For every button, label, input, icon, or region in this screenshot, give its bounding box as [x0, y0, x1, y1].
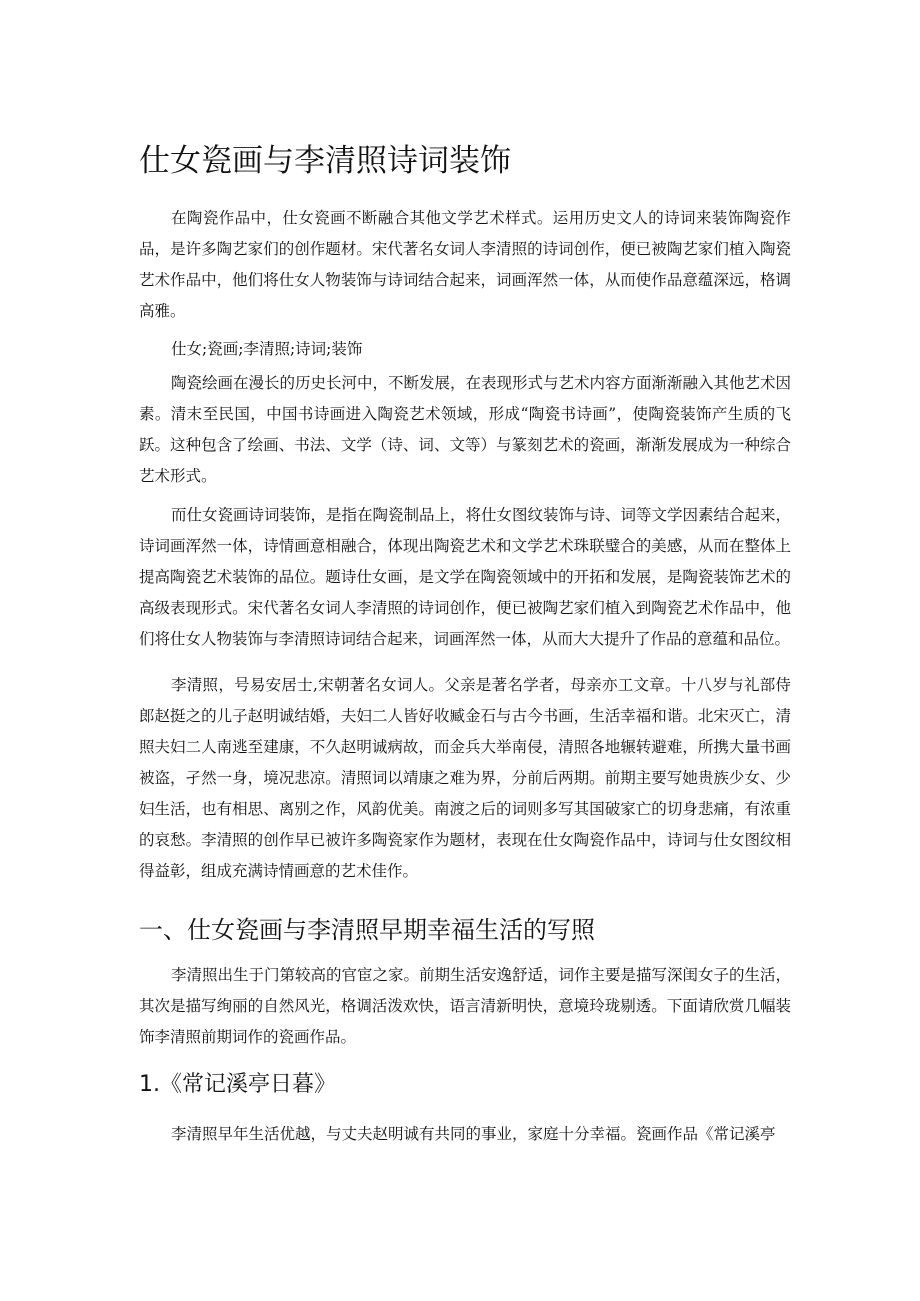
subsection-heading-1: 1.《常记溪亭日暮》: [139, 1072, 336, 1097]
body-paragraph-3: 李清照，号易安居士,宋朝著名女词人。父亲是著名学者，母亲亦工文章。十八岁与礼部侍郎赵挺之的儿子赵明诚结婚，夫妇二人皆好收臧金石与古今书画，生活幸福和谐。北宋灭亡，清照夫妇二人南逃至建康，不久赵明诚病故，而金兵大举南侵，清照各地辗转避难，所携大量书画被盗，孑然一身，境况悲凉。清照词以靖康之难为界，分前后两期。前期主要写她贵族少女、少妇生活，也有相思、离别之作，风韵优美。南渡之后的词则多写其国破家亡的切身悲痛，有浓重的哀愁。李清照的创作早已被许多陶瓷家作为题材，表现在仕女陶瓷作品中，诗词与仕女图纹相得益彰，组成充满诗情画意的艺术佳作。: [139, 676, 791, 880]
abstract-paragraph: 在陶瓷作品中，仕女瓷画不断融合其他文学艺术样式。运用历史文人的诗词来装饰陶瓷作品，是许多陶艺家们的创作题材。宋代著名女词人李清照的诗词创作，便已被陶艺家们植入陶瓷艺术作品中，他们将仕女人物装饰与诗词结合起来，词画浑然一体，从而使作品意蕴深远，格调高雅。: [139, 209, 791, 320]
subsection-1-paragraph: 李清照早年生活优越，与丈夫赵明诚有共同的事业，家庭十分幸福。瓷画作品《常记溪亭: [171, 1125, 776, 1143]
body-paragraph-2: 而仕女瓷画诗词装饰，是指在陶瓷制品上，将仕女图纹装饰与诗、词等文学因素结合起来，诗词画浑然一体，诗情画意相融合，体现出陶瓷艺术和文学艺术珠联璧合的美感，从而在整体上提高陶瓷艺术装饰的品位。题诗仕女画，是文学在陶瓷领域中的开拓和发展，是陶瓷装饰艺术的高级表现形式。宋代著名女词人李清照的诗词创作，便已被陶艺家们植入到陶瓷艺术作品中，他们将仕女人物装饰与李清照诗词结合起来，词画浑然一体，从而大大提升了作品的意蕴和品位。: [139, 506, 792, 648]
body-paragraph-1: 陶瓷绘画在漫长的历史长河中，不断发展，在表现形式与艺术内容方面渐渐融入其他艺术因素。清末至民国，中国书诗画进入陶瓷艺术领域，形成“陶瓷书诗画”，使陶瓷装饰产生质的飞跃。这种包含了绘画、书法、文学（诗、词、文等）与篆刻艺术的瓷画，渐渐发展成为一种综合艺术形式。: [139, 374, 792, 485]
document-title: 仕女瓷画与李清照诗词装饰: [139, 143, 511, 179]
keywords-line: 仕女;瓷画;李清照;诗词;装饰: [171, 340, 363, 358]
section-1-paragraph: 李清照出生于门第较高的官宦之家。前期生活安逸舒适，词作主要是描写深闺女子的生活，其次是描写绚丽的自然风光，格调活泼欢快，语言清新明快，意境玲珑剔透。下面请欣赏几幅装饰李清照前期词作的瓷画作品。: [139, 966, 792, 1046]
section-heading-1: 一、仕女瓷画与李清照早期幸福生活的写照: [139, 916, 595, 944]
